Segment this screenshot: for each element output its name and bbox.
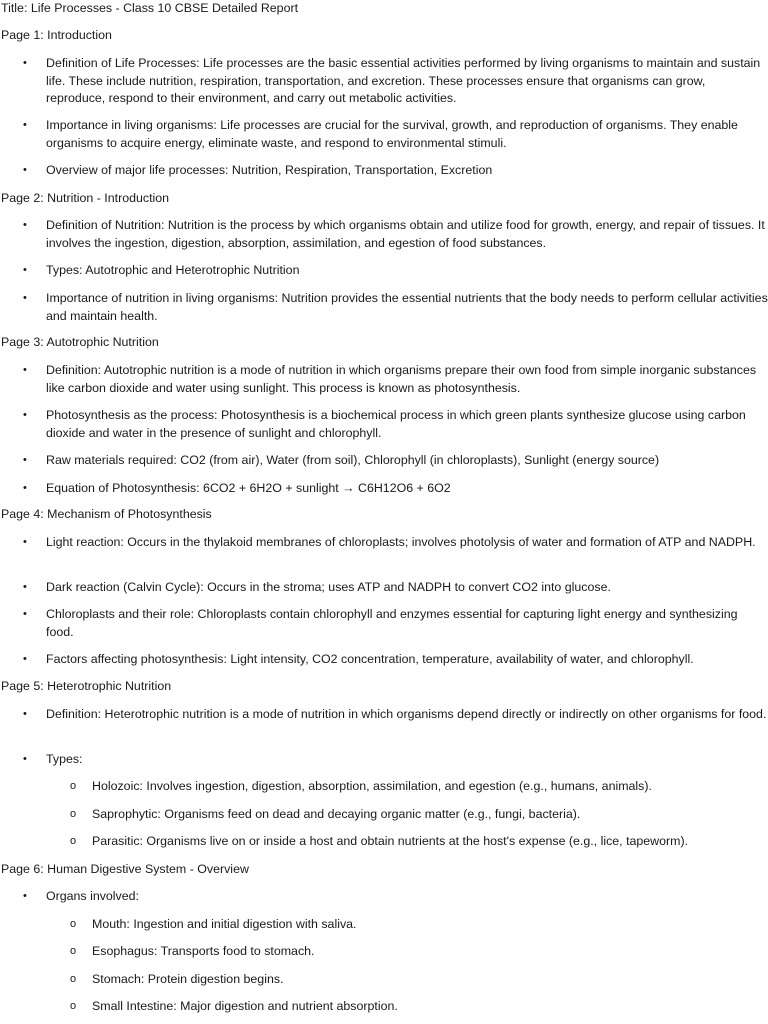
bullet-icon: • — [23, 264, 27, 276]
sub-bullet-icon: o — [70, 780, 77, 792]
bullet-icon: • — [23, 890, 27, 902]
list-item: Light reaction: Occurs in the thylakoid membranes of chloroplasts; involves photolysis of water and formation of ATP and NADPH. — [46, 535, 756, 549]
section-heading: Page 6: Human Digestive System - Overview — [1, 862, 249, 876]
list-item: Chloroplasts and their role: Chloroplasts contain chlorophyll and enzymes essential for capturing light energy and synthesizing food. — [46, 607, 738, 639]
sub-bullet-icon: o — [70, 945, 77, 957]
bullet-icon: • — [23, 608, 27, 620]
bullet-icon: • — [23, 536, 27, 548]
bullet-icon: • — [23, 364, 27, 376]
sub-list-item: Saprophytic: Organisms feed on dead and decaying organic matter (e.g., fungi, bacteria). — [92, 807, 581, 821]
list-item: Types: Autotrophic and Heterotrophic Nutrition — [46, 263, 300, 277]
bullet-icon: • — [23, 57, 27, 69]
bullet-icon: • — [23, 292, 27, 304]
bullet-icon: • — [23, 119, 27, 131]
sub-list-item: Stomach: Protein digestion begins. — [92, 972, 284, 986]
section-heading: Page 3: Autotrophic Nutrition — [1, 335, 159, 349]
section-heading: Page 4: Mechanism of Photosynthesis — [1, 507, 212, 521]
list-item: Types: — [46, 752, 83, 766]
list-item: Photosynthesis as the process: Photosynthesis is a biochemical process in which green plants synthesize glucose using carbon dioxide and water in the presence of sunlight and chlorophyll. — [46, 408, 746, 440]
list-item: Definition: Autotrophic nutrition is a mode of nutrition in which organisms prepare their own food from simple inorganic substances like carbon dioxide and water using sunlight. This process is known as photosynthesis. — [46, 363, 757, 395]
sub-list-item: Mouth: Ingestion and initial digestion with saliva. — [92, 917, 357, 931]
sub-bullet-icon: o — [70, 1000, 77, 1012]
section-heading: Page 5: Heterotrophic Nutrition — [1, 679, 172, 693]
list-item: Definition: Heterotrophic nutrition is a mode of nutrition in which organisms depend directly or indirectly on other organisms for food. — [46, 707, 767, 721]
sub-list-item: Parasitic: Organisms live on or inside a host and obtain nutrients at the host's expense (e.g., lice, tapeworm). — [92, 834, 689, 848]
list-item: Definition of Nutrition: Nutrition is the process by which organisms obtain and utilize food for growth, energy, and repair of tissues. It involves the ingestion, digestion, absorption, assimilation, and egestion of food substances. — [46, 218, 765, 250]
list-item: Factors affecting photosynthesis: Light intensity, CO2 concentration, temperature, availability of water, and chlorophyll. — [46, 652, 694, 666]
bullet-icon: • — [23, 708, 27, 720]
section-heading: Page 2: Nutrition - Introduction — [1, 191, 170, 205]
list-item: Organs involved: — [46, 889, 139, 903]
sub-bullet-icon: o — [70, 918, 77, 930]
list-item: Raw materials required: CO2 (from air), Water (from soil), Chlorophyll (in chloroplasts), Sunlight (energy source) — [46, 453, 660, 467]
list-item: Definition of Life Processes: Life processes are the basic essential activities performed by living organisms to maintain and sustain life. These include nutrition, respiration, transportation, and excretion. These processes ensure that organisms can grow, reproduce, respond to their environment, and carry out metabolic activities. — [46, 56, 761, 105]
list-item: Overview of major life processes: Nutrition, Respiration, Transportation, Excretion — [46, 163, 493, 177]
bullet-icon: • — [23, 581, 27, 593]
sub-list-item: Small Intestine: Major digestion and nutrient absorption. — [92, 999, 398, 1013]
sub-list-item: Holozoic: Involves ingestion, digestion, absorption, assimilation, and egestion (e.g., humans, animals). — [92, 779, 652, 793]
list-item: Dark reaction (Calvin Cycle): Occurs in the stroma; uses ATP and NADPH to convert CO2 into glucose. — [46, 580, 611, 594]
list-item: Importance in living organisms: Life processes are crucial for the survival, growth, and reproduction of organisms. They enable organisms to acquire energy, eliminate waste, and respond to environmental stimuli. — [46, 118, 738, 150]
list-item: Equation of Photosynthesis: 6CO2 + 6H2O + sunlight → C6H12O6 + 6O2 — [46, 481, 451, 495]
sub-list-item: Esophagus: Transports food to stomach. — [92, 944, 315, 958]
sub-bullet-icon: o — [70, 973, 77, 985]
document-title: Title: Life Processes - Class 10 CBSE Detailed Report — [1, 1, 299, 15]
bullet-icon: • — [23, 454, 27, 466]
bullet-icon: • — [23, 482, 27, 494]
bullet-icon: • — [23, 219, 27, 231]
bullet-icon: • — [23, 164, 27, 176]
bullet-icon: • — [23, 753, 27, 765]
bullet-icon: • — [23, 653, 27, 665]
sub-bullet-icon: o — [70, 835, 77, 847]
bullet-icon: • — [23, 409, 27, 421]
list-item: Importance of nutrition in living organisms: Nutrition provides the essential nutrients that the body needs to perform cellular activities and maintain health. — [46, 291, 768, 323]
sub-bullet-icon: o — [70, 808, 77, 820]
section-heading: Page 1: Introduction — [1, 28, 112, 42]
